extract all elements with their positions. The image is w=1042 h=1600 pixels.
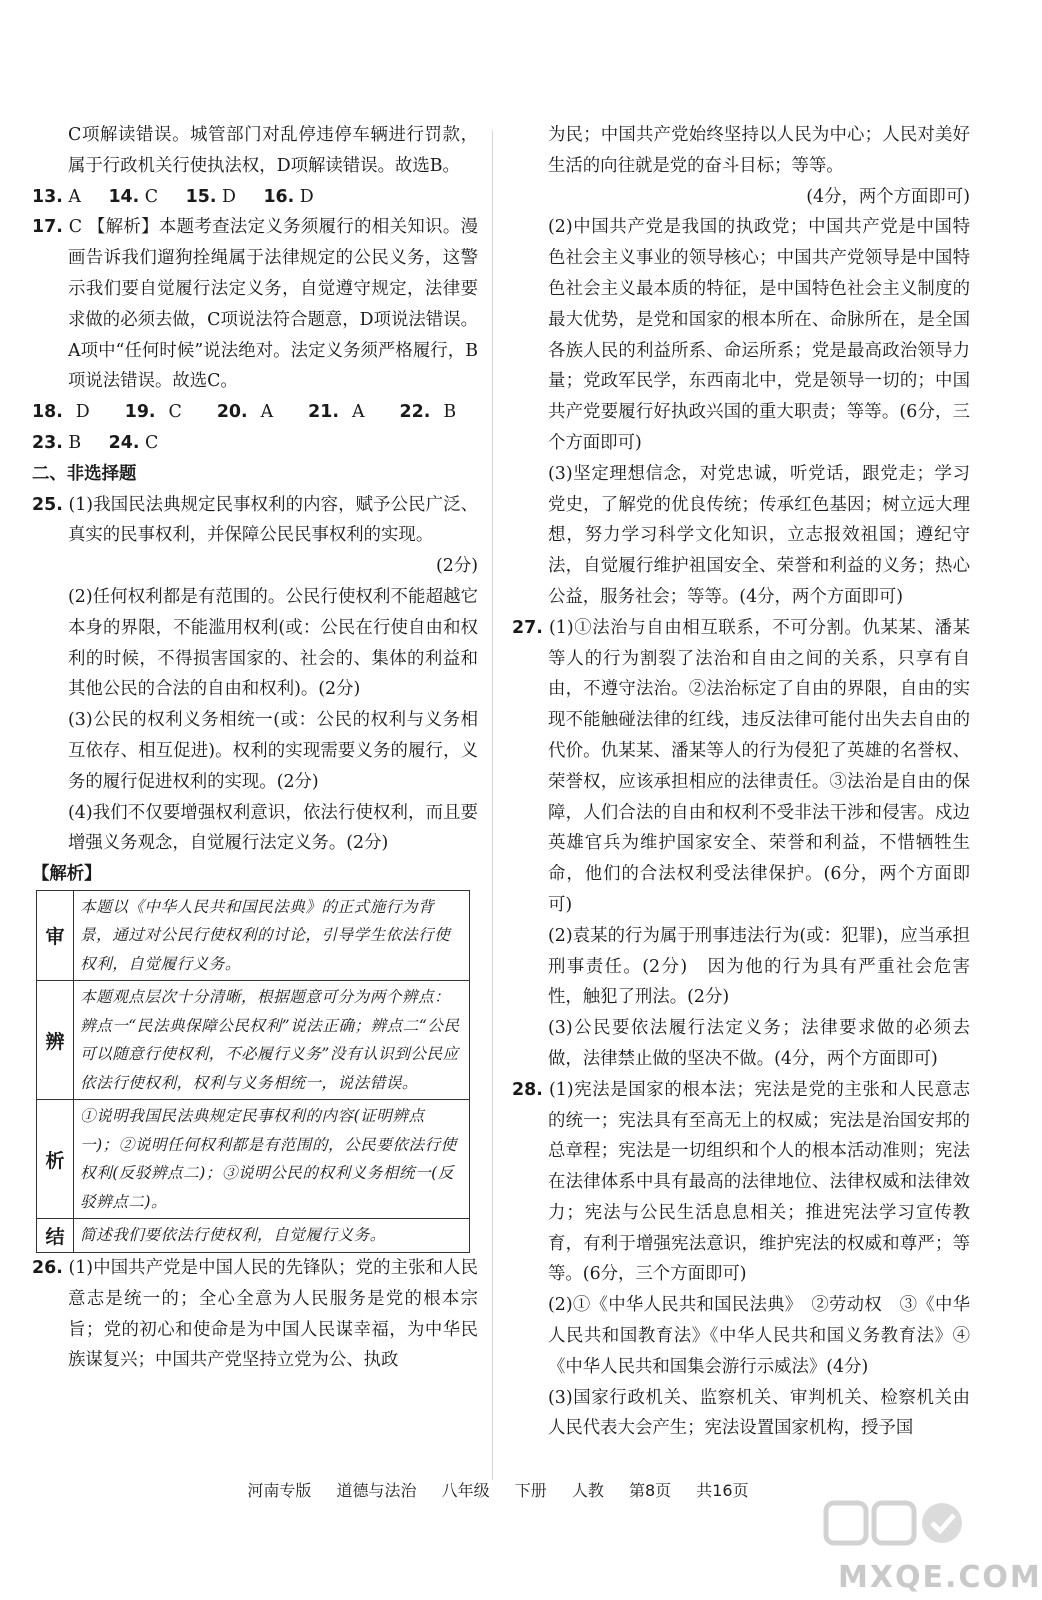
row-text-shen: 本题以《中华人民共和国民法典》的正式施行为背景，通过对公民行使权利的讨论，引导学生依法行使权利，自觉履行义务。 <box>74 890 470 981</box>
row-label-bian: 辨 <box>37 981 74 1100</box>
q26-continuation: 为民；中国共产党始终坚持以人民为中心；人民对美好生活的向往就是党的奋斗目标；等等。 <box>548 125 970 176</box>
q12-continuation: C项解读错误。城管部门对乱停违停车辆进行罚款，属于行政机关行使执法权，D项解读错误。故选B。 <box>68 125 478 176</box>
analysis-heading: 【解析】 <box>32 864 102 885</box>
q26-part3: (3)坚定理想信念，对党忠诚，听党话，跟党走；学习党史，了解党的优良传统；传承红色基因；树立远大理想，努力学习科学文化知识，立志报效祖国；遵纪守法，自觉履行维护祖国安全、荣誉和利益的义务；热心公益，服务社会；等等。(4分，两个方面即可) <box>548 463 970 607</box>
table-row <box>37 1100 470 1219</box>
table-row <box>37 890 470 981</box>
answers-18-24: 18. D 19. C 20. A 21. A 22. B 23. B 24. C <box>32 402 457 453</box>
right-column <box>512 120 970 1444</box>
watermark-text: MXQE.COM <box>838 1560 1042 1595</box>
row-label-jie: 结 <box>37 1219 74 1253</box>
footer-volume: 下册 <box>514 1481 547 1500</box>
q26-part2: (2)中国共产党是我国的执政党；中国共产党是中国特色社会主义事业的领导核心；中国共产党领导是中国特色社会主义最本质的特征，是中国特色社会主义制度的最大优势，是党和国家的根本所在、命脉所在，是全国各族人民的利益所系、命运所系；党是最高政治领导力量；党政军民学，东西南北中，党是领导一切的；中国共产党要履行好执政兴国的重大职责；等等。(6分，三个方面即可) <box>548 217 970 453</box>
q28-part3: (3)国家行政机关、监察机关、审判机关、检察机关由人民代表大会产生；宪法设置国家机构，授予国 <box>548 1387 970 1439</box>
q25-part1: 25. (1)我国民法典规定民事权利的内容，赋予公民广泛、真实的民事权利，并保障公民民事权利的实现。 <box>32 494 478 546</box>
footer-page: 第8页 <box>628 1481 672 1500</box>
row-text-bian: 本题观点层次十分清晰，根据题意可分为两个辨点：辨点一“民法典保障公民权利”说法正确；辨点二“公民可以随意行使权利，不必履行义务”没有认识到公民应依法行使权利，权利与义务相统一，说法错误。 <box>74 981 470 1100</box>
q25-part4: (4)我们不仅要增强权利意识，依法行使权利，而且要增强义务观念，自觉履行法定义务。(2分) <box>68 802 478 854</box>
q26-part1-score: (4分，两个方面即可) <box>806 186 970 207</box>
table-row <box>37 1219 470 1253</box>
q17-answer: 17. C 【解析】本题考查法定义务须履行的相关知识。漫画告诉我们遛狗拴绳属于法律规定的公民义务，这警示我们要自觉履行法定义务，自觉遵守规定，法律要求做的必须去做，C项说法符合题意，D项说法错误。A项中“任何时候”说法绝对。法定义务须严格履行，B项说法错误。故选C。 <box>32 217 478 392</box>
q28-part1: 28. (1)宪法是国家的根本法；宪法是党的主张和人民意志的统一；宪法具有至高无上的权威；宪法是治国安邦的总章程；宪法是一切组织和个人的根本活动准则；宪法在法律体系中具有最高的法律地位、法律权威和法律效力；宪法与公民生活息息相关；推进宪法学习宣传教育，有利于增强宪法意识，维护宪法的权威和尊严；等等。(6分，三个方面即可) <box>512 1079 970 1285</box>
row-text-xi: ①说明我国民法典规定民事权利的内容(证明辨点一)；②说明任何权利都是有范围的，公民要依法行使权利(反驳辨点二)；③说明公民的权利义务相统一(反驳辨点二)。 <box>74 1100 470 1219</box>
section-heading: 二、非选择题 <box>32 463 137 484</box>
row-text-jie: 简述我们要依法行使权利，自觉履行义务。 <box>74 1219 470 1253</box>
q25-part2: (2)任何权利都是有范围的。公民行使权利不能超越它本身的界限，不能滥用权利(或：公民在行使自由和权利的时候，不得损害国家的、社会的、集体的利益和其他公民的合法的自由和权利)。(2分) <box>68 586 478 700</box>
analysis-table <box>36 890 470 1253</box>
column-divider <box>492 130 493 1480</box>
q28-part2: (2)①《中华人民共和国民法典》 ②劳动权 ③《中华人民共和国教育法》《中华人民共和国义务教育法》④《中华人民共和国集会游行示威法》(4分) <box>548 1295 970 1377</box>
q27-part1: 27. (1)①法治与自由相互联系，不可分割。仇某某、潘某等人的行为割裂了法治和自由之间的关系，只享有自由，不遵守法治。②法治标定了自由的界限，自由的实现不能触碰法律的红线，违反法律可能付出失去自由的代价。仇某某、潘某等人的行为侵犯了英雄的名誉权、荣誉权，应该承担相应的法律责任。③法治是自由的保障，人们合法的自由和权利不受非法干涉和侵害。戍边英雄官兵为维护国家安全、荣誉和利益，不惜牺牲生命，他们的合法权利受法律保护。(6分，两个方面即可) <box>512 617 970 915</box>
footer-total: 共16页 <box>696 1481 749 1500</box>
q27-part2: (2)袁某的行为属于刑事违法行为(或：犯罪)，应当承担刑事责任。(2分) 因为他的行为具有严重社会危害性，触犯了刑法。(2分) <box>548 925 970 1008</box>
q27-part3: (3)公民要依法履行法定义务；法律要求做的必须去做，法律禁止做的坚决不做。(4分，两个方面即可) <box>548 1018 970 1069</box>
q26-part1: 26. (1)中国共产党是中国人民的先锋队；党的主张和人民意志是统一的；全心全意为人民服务是党的根本宗旨；党的初心和使命是为中国人民谋幸福，为中华民族谋复兴；中国共产党坚持立党为公、执政 <box>32 1257 478 1371</box>
row-label-shen: 审 <box>37 890 74 981</box>
table-row <box>37 981 470 1100</box>
footer-grade: 八年级 <box>441 1481 490 1500</box>
q25-part3: (3)公民的权利义务相统一(或：公民的权利与义务相互依存、相互促进)。权利的实现需要义务的履行，义务的履行促进权利的实现。(2分) <box>68 710 478 792</box>
row-label-xi: 析 <box>37 1100 74 1219</box>
footer-edition: 河南专版 <box>247 1481 312 1500</box>
footer-subject: 道德与法治 <box>336 1481 417 1500</box>
answers-13-16: 13. A 14. C 15. D 16. D <box>32 186 314 207</box>
q25-part1-score: (2分) <box>435 556 478 577</box>
left-column <box>32 120 478 1376</box>
footer-publisher: 人教 <box>571 1481 604 1500</box>
